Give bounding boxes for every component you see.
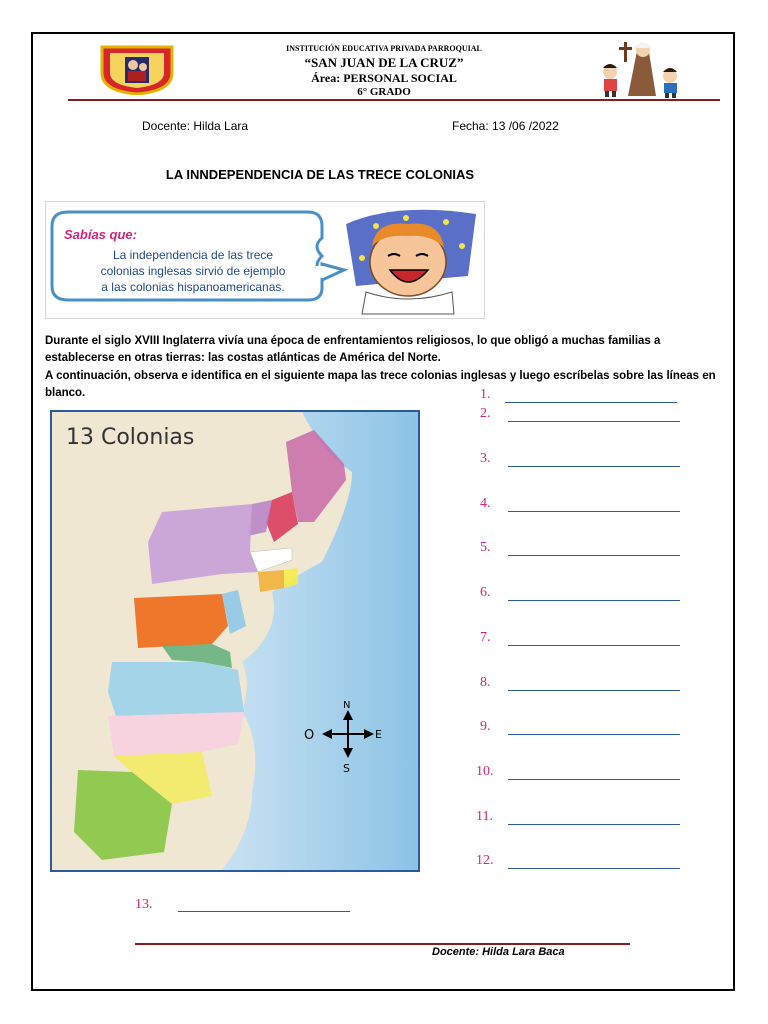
compass-e: E xyxy=(375,728,382,741)
answer-line-11[interactable] xyxy=(508,824,680,825)
answer-number-11: 11. xyxy=(476,809,493,824)
answer-line-12[interactable] xyxy=(508,868,680,869)
answer-number-9: 9. xyxy=(480,719,491,734)
answer-number-12: 12. xyxy=(476,853,494,868)
institution-type: INSTITUCIÓN EDUCATIVA PRIVADA PARROQUIAL xyxy=(286,44,482,53)
answer-number-3: 3. xyxy=(480,451,491,466)
bubble-line-2: colonias inglesas sirvió de ejemplo xyxy=(100,264,286,278)
answer-number-2: 2. xyxy=(480,406,491,421)
answer-line-7[interactable] xyxy=(508,645,680,646)
colonies-map xyxy=(50,410,420,872)
answer-number-13: 13. xyxy=(135,897,153,912)
compass-s: S xyxy=(343,762,350,775)
answer-line-2[interactable] xyxy=(508,421,680,422)
map-title: 13 Colonias xyxy=(66,425,195,450)
compass-n: N xyxy=(343,700,351,711)
answer-number-1: 1. xyxy=(480,387,491,402)
header-divider xyxy=(68,99,720,101)
answer-line-5[interactable] xyxy=(508,555,680,556)
answer-number-10: 10. xyxy=(476,764,494,779)
bubble-heading: Sabías que: xyxy=(64,227,137,242)
answer-number-8: 8. xyxy=(480,675,491,690)
subject-area: Área: PERSONAL SOCIAL xyxy=(311,71,457,85)
answer-line-8[interactable] xyxy=(508,690,680,691)
paragraph-instruction-line-1: A continuación, observa e identifica en el siguiente mapa las trece colonias inglesas y luego escríbelas sobre las líneas en xyxy=(45,370,716,382)
answer-number-4: 4. xyxy=(480,496,491,511)
teacher-label: Docente: Hilda Lara xyxy=(142,119,249,133)
answer-line-4[interactable] xyxy=(508,511,680,512)
answer-line-13[interactable] xyxy=(178,911,350,912)
answer-line-10[interactable] xyxy=(508,779,680,780)
answer-line-6[interactable] xyxy=(508,600,680,601)
answer-number-5: 5. xyxy=(480,540,491,555)
footer-divider xyxy=(135,943,630,945)
teacher-signature: Docente: Hilda Lara Baca xyxy=(432,946,565,958)
grade-level: 6° GRADO xyxy=(357,86,411,98)
compass-o: O xyxy=(304,728,315,743)
laughing-child-illustration xyxy=(336,206,482,316)
paragraph-intro-line-1: Durante el siglo XVIII Inglaterra vivía una época de enfrentamientos religiosos, lo que obligó a muchas familias a xyxy=(45,335,661,347)
answer-line-3[interactable] xyxy=(508,466,680,467)
answer-line-1[interactable] xyxy=(505,402,677,403)
answer-number-6: 6. xyxy=(480,585,491,600)
answer-number-7: 7. xyxy=(480,630,491,645)
paragraph-intro-line-2: establecerse en otras tierras: las costas atlánticas de América del Norte. xyxy=(45,352,441,364)
bubble-line-1: La independencia de las trece xyxy=(112,248,274,262)
did-you-know-box xyxy=(45,201,485,319)
answer-line-9[interactable] xyxy=(508,734,680,735)
page-title: LA INNDEPENDENCIA DE LAS TRECE COLONIAS xyxy=(165,167,475,182)
bubble-text xyxy=(68,247,318,295)
school-name: “SAN JUAN DE LA CRUZ” xyxy=(304,55,464,70)
bubble-line-3: a las colonias hispanoamericanas. xyxy=(101,280,285,294)
date-label: Fecha: 13 /06 /2022 xyxy=(452,119,559,133)
paragraph-instruction-line-2: blanco. xyxy=(45,387,86,399)
